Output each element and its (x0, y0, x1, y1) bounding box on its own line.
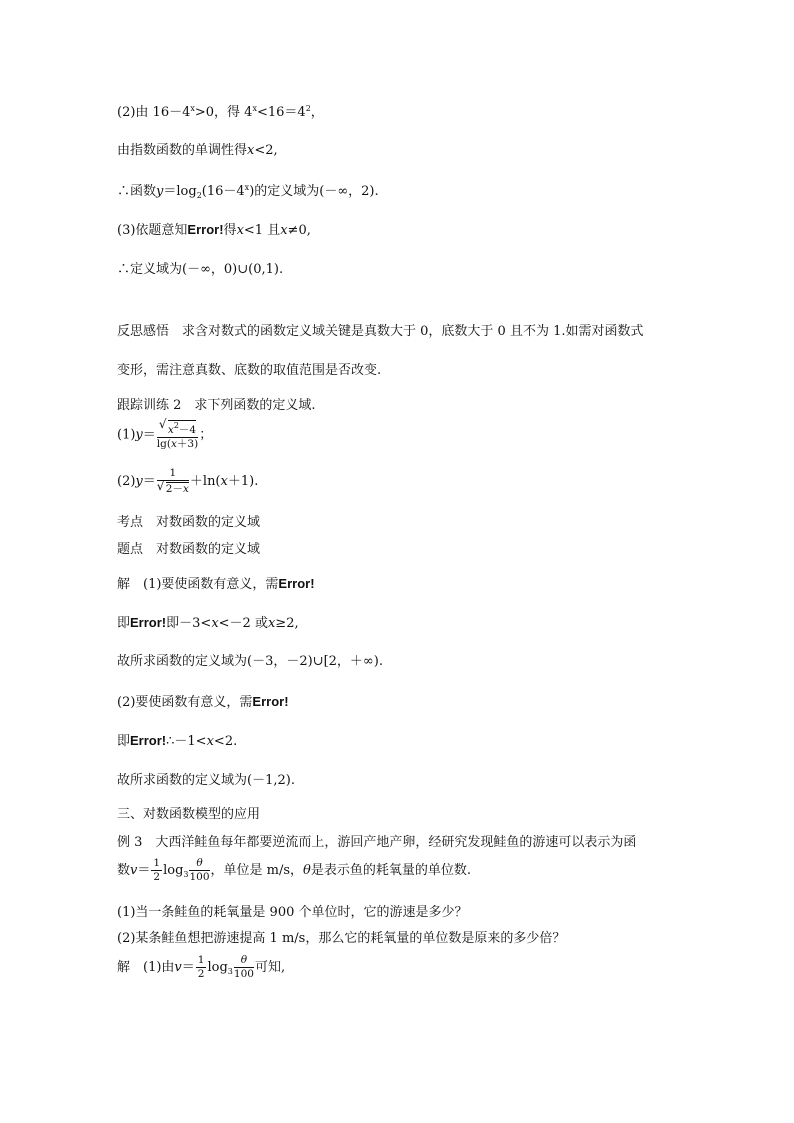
line-example-formula: 数v＝ $\frac{1}{2}$ $\log_3$ $\frac{\theta}{100}$ ，单位是 m/s，θ是表示鱼的耗氧量的单位数. (117, 857, 472, 884)
line-inequality: (2)由 $16-4^x>0$，得 $4^x<16=4^2$， (117, 104, 324, 120)
line-reflection-1: 反思感悟 求含对数式的函数定义域关键是真数大于 0，底数大于 0 且不为 1.如需对函数式 (117, 324, 644, 339)
line-solution-4: (2)要使函数有意义，需Error! (117, 694, 289, 710)
line-exercise-1: (1)y＝ √ $\frac{x^2-4}{\lg(x+3)}$ ； (117, 420, 212, 450)
line-answer-start: 解 (1)由v＝ $\frac{1}{2}$ $\log_3$ $\frac{\theta}{100}$ 可知, (117, 954, 286, 981)
line-part3: (3)依题意知Error!得x<1 且x≠0, (117, 222, 311, 238)
line-solution-2: 即Error!即－3<x<－2 或x≥2, (117, 615, 299, 631)
line-reflection-2: 变形，需注意真数、底数的取值范围是否改变. (117, 363, 382, 378)
line-solution-5: 即Error!∴－1<x<2. (117, 733, 238, 749)
line-tidian: 题点 对数函数的定义域 (117, 542, 261, 557)
line-exercise-title: 跟踪训练 2 求下列函数的定义域. (117, 398, 316, 413)
fraction-one-over-sqrt: 1 √ 2－x (157, 468, 189, 495)
fraction-one-half: $\frac{1}{2}$ (153, 857, 161, 884)
line-solution-3: 故所求函数的定义域为(－3，－2)∪[2，＋∞). (117, 654, 383, 669)
line-question-2: (2)某条鲑鱼想把游速提高 1 m/s，那么它的耗氧量的单位数是原来的多少倍？ (117, 931, 566, 946)
line-question-1: (1)当一条鲑鱼的耗氧量是 900 个单位时，它的游速是多少？ (117, 905, 468, 920)
line-solution-1: 解 (1)要使函数有意义，需Error! (117, 576, 315, 592)
fraction-theta-100-answer: $\frac{\theta}{100}$ (233, 954, 254, 981)
line-example-3: 例 3 大西洋鲑鱼每年都要逆流而上，游回产地产卵，经研究发现鲑鱼的游速可以表示为函 (117, 835, 637, 850)
line-monotonic: 由指数函数的单调性得x<2, (117, 143, 278, 158)
line-domain-result: ∴定义域为(－∞，0)∪(0,1). (117, 262, 284, 277)
line-solution-6: 故所求函数的定义域为(－1,2). (117, 773, 295, 788)
fraction-theta-100: $\frac{\theta}{100}$ (189, 857, 210, 884)
line-kaodian: 考点 对数函数的定义域 (117, 515, 261, 530)
section-heading: 三、对数函数模型的应用 (117, 807, 261, 822)
fraction-sqrt-over-lg: √ $\frac{x^2-4}{\lg(x+3)}$ (157, 420, 198, 450)
fraction-one-half-answer: $\frac{1}{2}$ (197, 954, 205, 981)
line-domain-log2: ∴函数$y=\log_2(16-4^x)$的定义域为(－∞，2). (117, 183, 379, 200)
line-exercise-2: (2)y＝ 1 √ 2－x ＋ln(x＋1). (117, 468, 258, 495)
